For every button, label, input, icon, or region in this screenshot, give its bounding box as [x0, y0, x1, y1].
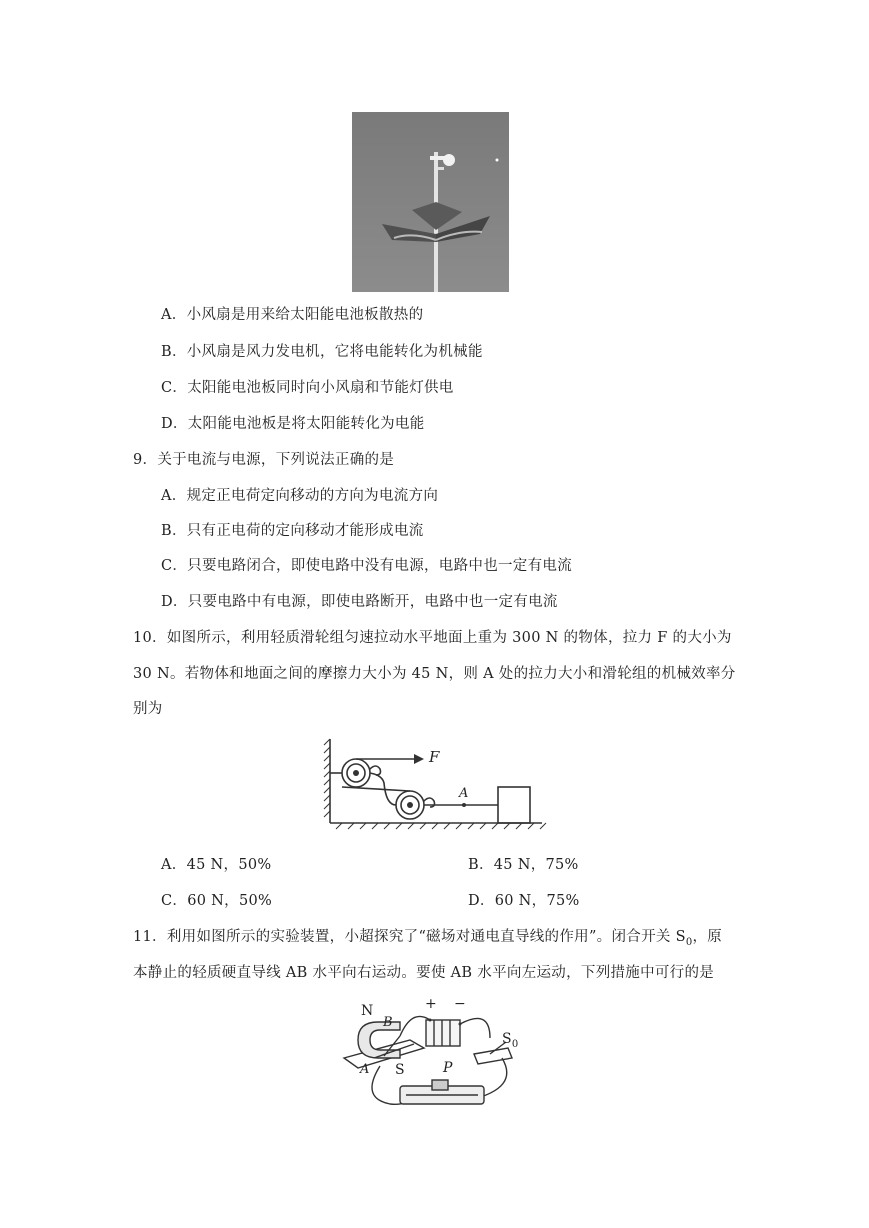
label-s0: [502, 1031, 519, 1050]
q11-stem-subscript: 0: [685, 936, 693, 948]
q9-stem: 9．关于电流与电源，下列说法正确的是: [133, 452, 395, 468]
q10-stem-line2: 30 N。若物体和地面之间的摩擦力大小为 45 N，则 A 处的拉力大小和滑轮组的机械效率分: [133, 666, 736, 682]
q11-stem-line2: 本静止的轻质硬直导线 AB 水平向右运动。要使 AB 水平向左运动，下列措施中可行的是: [133, 965, 715, 981]
q10-option-a: A．45 N，50%: [161, 857, 272, 873]
q8-option-c: C．太阳能电池板同时向小风扇和节能灯供电: [161, 380, 454, 396]
label-s0-text: S: [502, 1031, 512, 1047]
label-n: N: [361, 1003, 374, 1019]
q8-option-d: D．太阳能电池板是将太阳能转化为电能: [161, 416, 425, 432]
label-p: P: [443, 1060, 453, 1076]
q9-option-b: B．只有正电荷的定向移动才能形成电流: [161, 523, 424, 539]
q11-stem-line1: [133, 925, 722, 948]
q9-option-d: D．只要电路中有电源，即使电路断开，电路中也一定有电流: [161, 594, 558, 610]
force-label-f: F: [429, 748, 440, 766]
q11-stem-tail: ，原: [692, 929, 723, 945]
label-plus: +: [425, 996, 438, 1012]
q9-option-c: C．只要电路闭合，即使电路中没有电源，电路中也一定有电流: [161, 558, 572, 574]
q9-option-a: A．规定正电荷定向移动的方向为电流方向: [161, 488, 439, 504]
point-label-a: A: [459, 786, 469, 801]
q10-option-d: D．60 N，75%: [468, 893, 580, 909]
solar-lamp-photo: [352, 112, 509, 292]
label-minus: −: [454, 996, 467, 1012]
q10-stem-line3: 别为: [133, 701, 163, 717]
label-a: A: [360, 1062, 370, 1077]
label-s0-subscript: 0: [511, 1038, 519, 1050]
q8-option-a: A．小风扇是用来给太阳能电池板散热的: [161, 307, 424, 323]
q8-option-b: B．小风扇是风力发电机，它将电能转化为机械能: [161, 344, 483, 360]
q10-option-c: C．60 N，50%: [161, 893, 273, 909]
label-b: B: [383, 1015, 393, 1030]
q10-option-b: B．45 N，75%: [468, 857, 579, 873]
label-s: S: [395, 1062, 405, 1078]
q11-stem-text: 11．利用如图所示的实验装置，小超探究了“磁场对通电直导线的作用”。闭合开关 S: [133, 929, 686, 945]
q10-stem-line1: 10．如图所示，利用轻质滑轮组匀速拉动水平地面上重为 300 N 的物体，拉力 F 的大小为: [133, 630, 732, 646]
